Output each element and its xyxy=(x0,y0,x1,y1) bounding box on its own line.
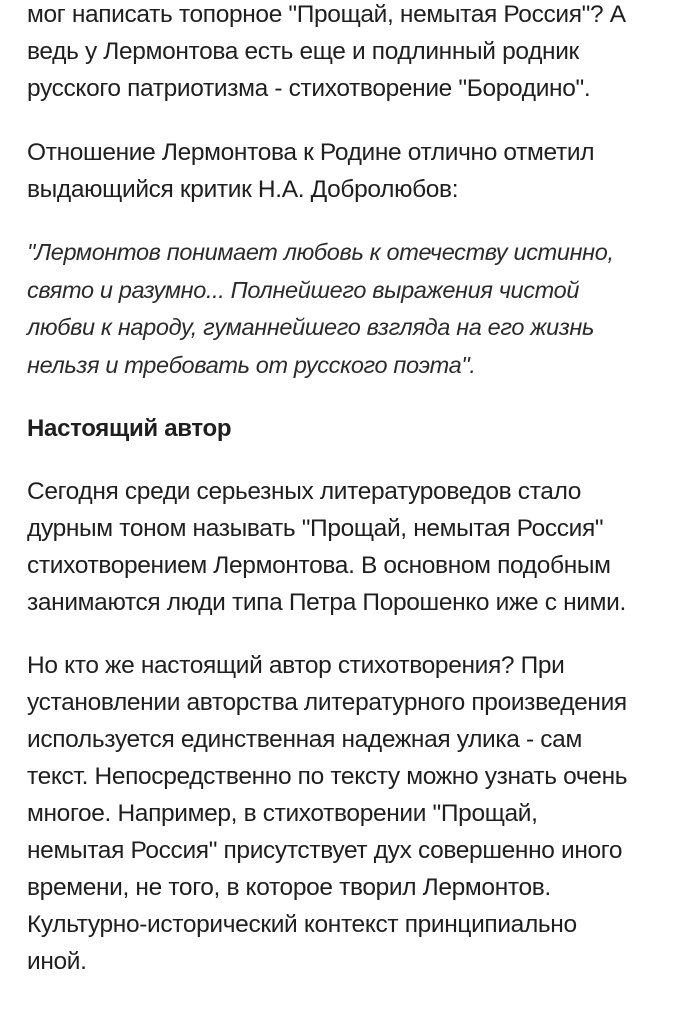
text-line: выдающийся критик Н.А. Добролюбов: xyxy=(27,176,459,203)
text-line: текст. Непосредственно по тексту можно узнать очень xyxy=(27,763,628,790)
text-line: ведь у Лермонтова есть еще и подлинный родник xyxy=(27,38,579,65)
quote-line: свято и разумно... Полнейшего выражения чистой xyxy=(27,276,580,303)
text-line: Сегодня среди серьезных литературоведов стало xyxy=(27,478,582,505)
article-body xyxy=(27,0,687,980)
quote-block xyxy=(27,234,687,384)
text-line: многое. Например, в стихотворении "Прощай, xyxy=(27,800,538,827)
text-line: немытая Россия" присутствует дух совершенно иного xyxy=(27,837,623,864)
text-line: мог написать топорное "Прощай, немытая Россия"? А xyxy=(27,1,626,28)
quote-line: "Лермонтов понимает любовь к отечеству истинно, xyxy=(27,239,614,265)
text-line: Культурно-исторический контекст принципиально xyxy=(27,911,577,938)
text-line: установлении авторства литературного произведения xyxy=(27,689,627,716)
paragraph-dobrolyubov xyxy=(27,134,687,208)
text-line: стихотворением Лермонтова. В основном подобным xyxy=(27,552,611,579)
text-line: Но кто же настоящий автор стихотворения? При xyxy=(27,652,565,679)
text-line: Отношение Лермонтова к Родине отлично отметил xyxy=(27,139,595,166)
text-line: русского патриотизма - стихотворение "Бородино". xyxy=(27,75,591,102)
text-line: иной. xyxy=(27,948,87,975)
text-line: времени, не того, в которое творил Лермонтов. xyxy=(27,874,551,901)
text-line: используется единственная надежная улика - сам xyxy=(27,726,582,753)
quote-line: любви к народу, гуманнейшего взгляда на его жизнь xyxy=(27,314,594,340)
paragraph-author xyxy=(27,647,687,980)
paragraph-today xyxy=(27,473,687,621)
text-line: дурным тоном называть "Прощай, немытая Россия" xyxy=(27,515,604,542)
paragraph-intro xyxy=(27,0,687,107)
quote-line: нельзя и требовать от русского поэта". xyxy=(27,351,476,378)
section-heading: Настоящий автор xyxy=(27,415,232,442)
text-line: занимаются люди типа Петра Порошенко иже с ними. xyxy=(27,589,626,616)
